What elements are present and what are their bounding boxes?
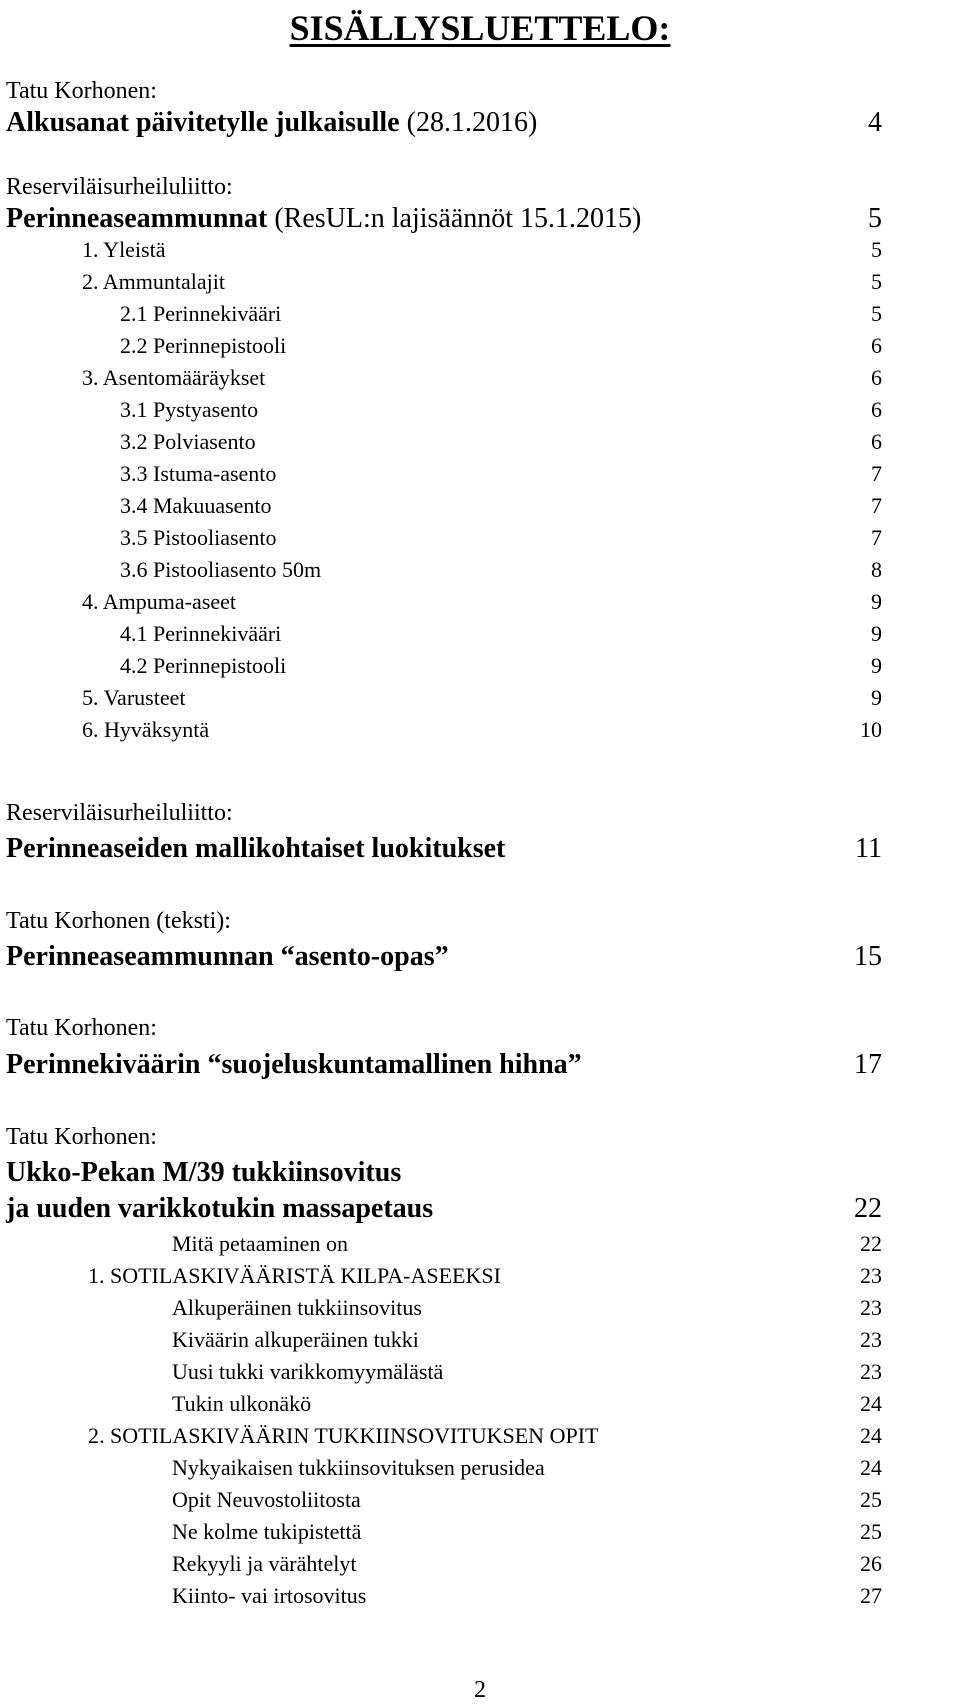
toc-item: Nykyaikaisen tukkiinsovituksen perusidea 24 [172,1455,882,1480]
toc-item: Tukin ulkonäkö 24 [172,1391,882,1416]
section-heading: Perinnekiväärin “suojeluskuntamallinen hihna” 17 [6,1049,882,1080]
toc-item: 3.5 Pistooliasento 7 [120,525,882,550]
section-author: Tatu Korhonen (teksti): [6,908,231,934]
toc-item: Uusi tukki varikkomyymälästä 23 [172,1359,882,1384]
toc-item: 5. Varusteet 9 [82,685,882,710]
section-author: Tatu Korhonen: [6,78,157,104]
toc-item: 6. Hyväksyntä 10 [82,717,882,742]
toc-item: 2.1 Perinnekivääri 5 [120,301,882,326]
toc-item: 2. SOTILASKIVÄÄRIN TUKKIINSOVITUKSEN OPIT 24 [88,1423,882,1448]
section-heading-line1: Ukko-Pekan M/39 tukkiinsovitus [6,1157,402,1188]
page-ref: 5 [868,203,882,234]
toc-item: 3.3 Istuma-asento 7 [120,461,882,486]
section-heading: ja uuden varikkotukin massapetaus 22 [6,1193,882,1224]
page-ref: 22 [854,1193,882,1224]
toc-item: 1. Yleistä 5 [82,237,882,262]
toc-item: Mitä petaaminen on 22 [172,1231,882,1256]
section-heading: Perinneaseammunnat (ResUL:n lajisäännöt 15.1.2015) 5 [6,203,882,234]
toc-item: Kiväärin alkuperäinen tukki 23 [172,1327,882,1352]
toc-item: 4. Ampuma-aseet 9 [82,589,882,614]
toc-item: 3.2 Polviasento 6 [120,429,882,454]
toc-item: Ne kolme tukipistettä 25 [172,1519,882,1544]
toc-item: 4.2 Perinnepistooli 9 [120,653,882,678]
section-author: Tatu Korhonen: [6,1124,157,1150]
toc-title: SISÄLLYSLUETTELO: [289,8,671,48]
section-heading: Perinneaseiden mallikohtaiset luokitukset 11 [6,833,882,864]
toc-item: Kiinto- vai irtosovitus 27 [172,1583,882,1608]
toc-item: 3. Asentomääräykset 6 [82,365,882,390]
section-heading: Perinneaseammunnan “asento-opas” 15 [6,941,882,972]
toc-item: 4.1 Perinnekivääri 9 [120,621,882,646]
toc-item: 1. SOTILASKIVÄÄRISTÄ KILPA-ASEEKSI 23 [88,1263,882,1288]
toc-item: 2. Ammuntalajit 5 [82,269,882,294]
section-author: Reserviläisurheiluliitto: [6,174,233,200]
toc-item: Alkuperäinen tukkiinsovitus 23 [172,1295,882,1320]
page-ref: 17 [854,1049,882,1080]
toc-item: 3.4 Makuuasento 7 [120,493,882,518]
section-author: Tatu Korhonen: [6,1015,157,1041]
page-number: 2 [474,1677,486,1703]
section-heading: Alkusanat päivitetylle julkaisulle (28.1.2016) 4 [6,107,882,138]
page-ref: 4 [868,107,882,138]
toc-item: 2.2 Perinnepistooli 6 [120,333,882,358]
page-ref: 11 [855,833,882,864]
section-author: Reserviläisurheiluliitto: [6,800,233,826]
toc-item: 3.1 Pystyasento 6 [120,397,882,422]
toc-item: Opit Neuvostoliitosta 25 [172,1487,882,1512]
page-ref: 15 [854,941,882,972]
toc-item: 3.6 Pistooliasento 50m 8 [120,557,882,582]
toc-item: Rekyyli ja värähtelyt 26 [172,1551,882,1576]
